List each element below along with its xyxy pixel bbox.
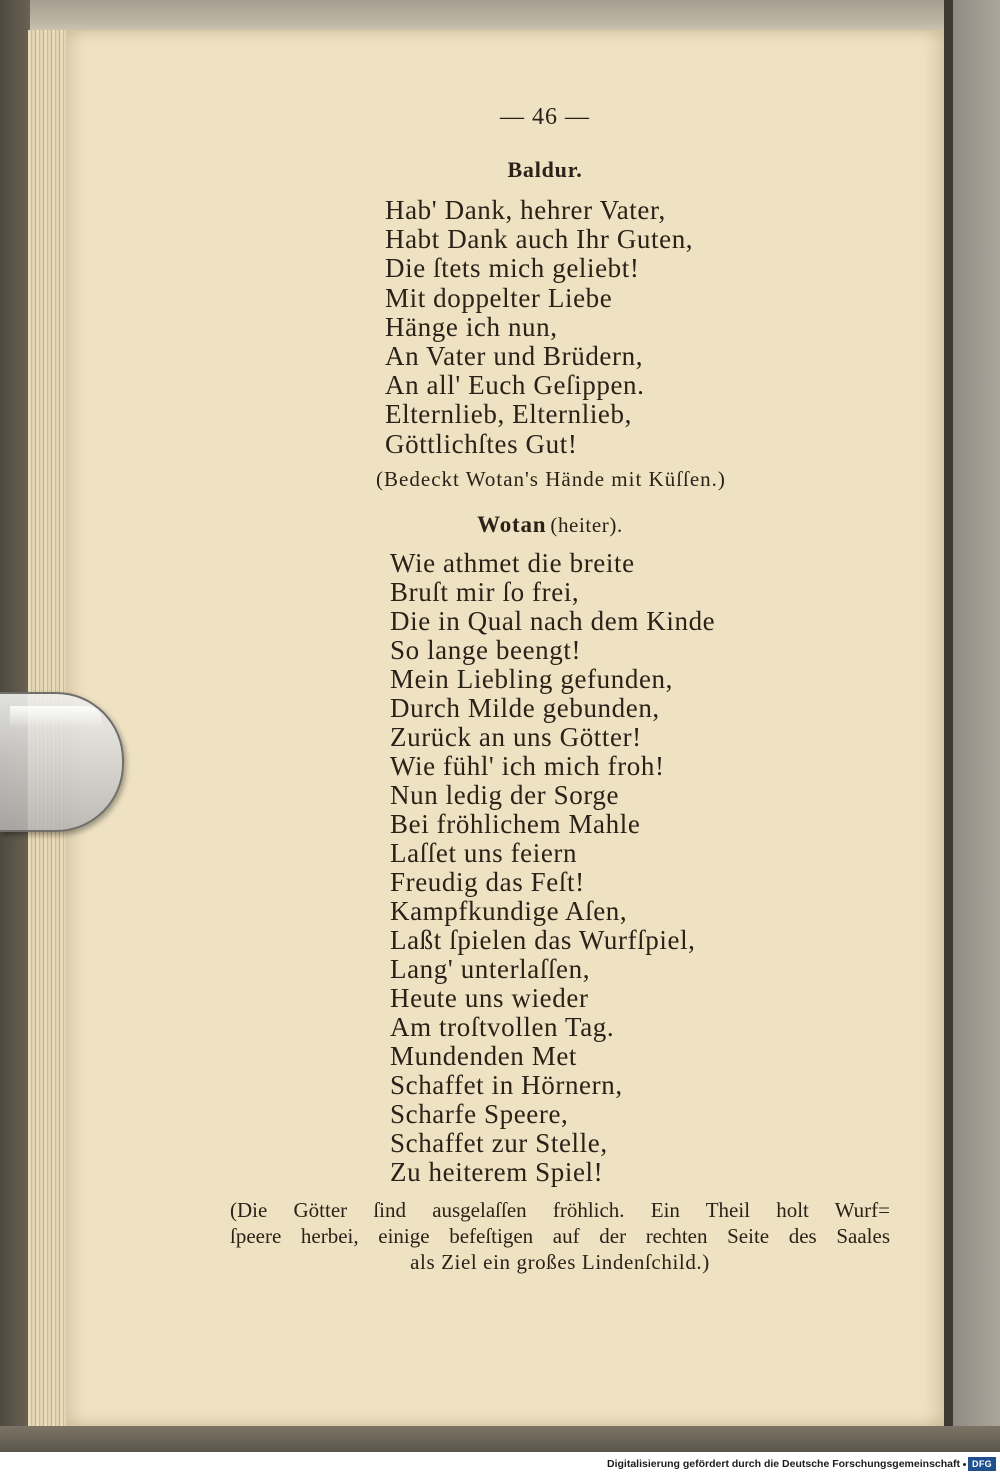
verse-line: Habt Dank auch Ihr Guten, — [385, 224, 694, 255]
verse-line: Die ſtets mich geliebt! — [385, 253, 640, 284]
verse-line: Bruſt mir ſo frei, — [390, 577, 580, 607]
page-number: — 46 — — [500, 104, 590, 130]
gutter-shadow — [944, 0, 953, 1452]
stage-direction-line: (Die Götter ſind ausgelaſſen fröhlich. Ein Theil holt Wurf= — [230, 1198, 890, 1222]
verse-line: Am troſtvollen Tag. — [390, 1012, 615, 1042]
speaker-wotan-heading — [420, 511, 680, 542]
page-clip-highlight — [10, 706, 102, 728]
verse-line: Lang' unterlaſſen, — [390, 954, 591, 984]
verse-line: An Vater und Brüdern, — [385, 340, 644, 371]
verse-line: Hab' Dank, hehrer Vater, — [385, 195, 666, 225]
verse-line: Die in Qual nach dem Kinde — [390, 606, 716, 636]
verse-line: Mundenden Met — [390, 1041, 578, 1071]
stage-direction-baldur: (Bedeckt Wotan's Hände mit Küſſen.) — [376, 467, 726, 491]
speaker-baldur: Baldur. — [507, 157, 583, 182]
verse-line: Laßt ſpielen das Wurfſpiel, — [390, 925, 696, 955]
verse-line: Mit doppelter Liebe — [385, 282, 613, 313]
scan-right-border — [953, 0, 1000, 1452]
verse-line: Zurück an uns Götter! — [390, 722, 642, 752]
baldur-verse — [385, 196, 693, 459]
verse-line: Durch Milde gebunden, — [390, 693, 660, 723]
dfg-logo: DFG — [968, 1457, 996, 1471]
speaker-wotan-manner: (heiter). — [550, 513, 623, 537]
verse-line: Schaffet in Hörnern, — [390, 1070, 623, 1100]
speaker-wotan: Wotan — [477, 512, 547, 537]
credit-separator-dot — [963, 1463, 966, 1466]
verse-line: Nun ledig der Sorge — [390, 780, 620, 810]
verse-line: Wie fühl' ich mich froh! — [390, 751, 665, 781]
verse-line: Freudig das Feſt! — [390, 867, 585, 897]
verse-line: Schaffet zur Stelle, — [390, 1128, 608, 1158]
verse-line: Göttlichſtes Gut! — [385, 428, 578, 459]
verse-line: An all' Euch Geſippen. — [385, 370, 645, 401]
verse-line: Kampfkundige Aſen, — [390, 896, 628, 926]
verse-line: Hänge ich nun, — [385, 311, 558, 342]
scan-bottom-border — [0, 1426, 1000, 1452]
stage-direction-final — [230, 1197, 890, 1275]
stage-direction-line: ſpeere herbei, einige befeſtigen auf der rechten Seite des Saales — [230, 1224, 890, 1248]
verse-line: Laſſet uns feiern — [390, 838, 578, 868]
scan-top-band — [0, 0, 1000, 32]
wotan-verse — [390, 549, 715, 1187]
verse-line: Scharfe Speere, — [390, 1099, 569, 1129]
verse-line: Heute uns wieder — [390, 983, 589, 1013]
verse-line: Wie athmet die breite — [390, 548, 635, 578]
verse-line: Bei fröhlichem Mahle — [390, 809, 641, 839]
verse-line: Zu heiterem Spiel! — [390, 1157, 604, 1187]
verse-line: So lange beengt! — [390, 635, 582, 665]
stage-direction-line: als Ziel ein großes Lindenſchild.) — [410, 1250, 710, 1274]
digitization-credit: Digitalisierung gefördert durch die Deutsche Forschungsgemeinschaft — [607, 1458, 960, 1470]
verse-line: Elternlieb, Elternlieb, — [385, 399, 632, 430]
verse-line: Mein Liebling gefunden, — [390, 664, 673, 694]
